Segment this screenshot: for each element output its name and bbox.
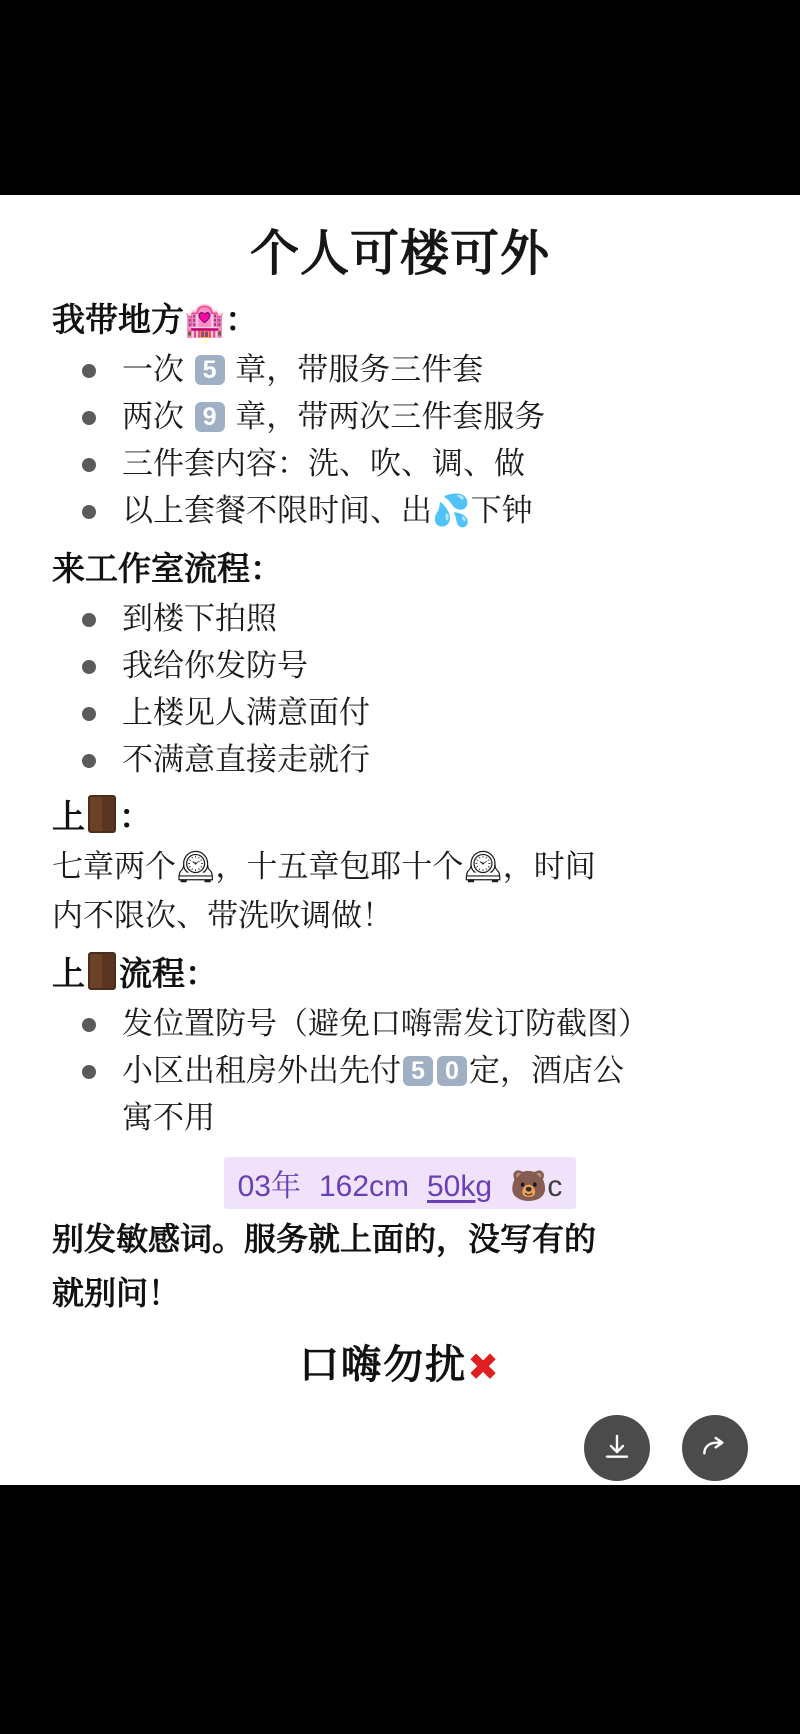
stat-year: 03年: [237, 1170, 301, 1204]
download-icon: [601, 1432, 633, 1464]
list-item: [40, 1047, 760, 1141]
list-item: [40, 1000, 760, 1047]
bullet-text-wrap: 寓不用: [122, 1099, 215, 1135]
section-heading-4: [52, 950, 760, 998]
stats-row: [40, 1157, 760, 1209]
para-1-b: ，十五章包耶十个: [215, 849, 464, 885]
stat-tail: c: [547, 1170, 563, 1204]
stat-weight: 50kg: [427, 1170, 493, 1204]
mantelpiece-clock-icon: 🕰: [463, 849, 503, 886]
list-item: [40, 595, 760, 642]
bullet-4-post: 下钟: [470, 492, 533, 528]
stat-height: 162cm: [318, 1170, 409, 1204]
mantelpiece-clock-icon: 🕰: [176, 849, 216, 886]
bullet-text: 不满意直接走就行: [122, 742, 370, 778]
bear-icon: 🐻: [510, 1169, 548, 1205]
bullet-text-tail: 定，酒店公: [469, 1052, 624, 1088]
door-icon: [88, 795, 116, 833]
section-heading-3-text: 上: [52, 798, 85, 836]
section-heading-2: [52, 545, 760, 593]
section-heading-2-text: 来工作室流程: [52, 550, 250, 588]
share-icon: [699, 1432, 731, 1464]
warning-line-2: 就别问！: [52, 1275, 181, 1312]
section-heading-4-text: 上: [52, 954, 85, 992]
bullet-list-2: [40, 595, 760, 783]
love-hotel-icon: 🏩: [184, 299, 226, 339]
section-heading-3: [52, 793, 760, 841]
bullet-text: 小区出租房外出先付: [122, 1052, 401, 1088]
section-heading-1-text: 我带地方: [52, 300, 184, 338]
list-item: [40, 346, 760, 393]
list-item: [40, 642, 760, 689]
image-card: [0, 195, 800, 1485]
page-title: 个人可楼可外: [249, 227, 550, 281]
final-notice-text: 口嗨勿扰: [299, 1343, 468, 1388]
keycap-digit: 0: [437, 1056, 467, 1086]
section-heading-4-suffix: 流程：: [119, 954, 218, 992]
bullet-2-pre: 两次: [122, 398, 193, 434]
bullet-text: 到楼下拍照: [122, 600, 277, 636]
bullet-1-post: 章，带服务三件套: [226, 351, 484, 387]
keycap-digit: 5: [403, 1056, 433, 1086]
para-1-c: ，时间: [502, 849, 596, 885]
bullet-1-pre: 一次: [122, 351, 193, 387]
sweat-droplets-icon: 💦: [432, 492, 471, 529]
keycap-digit: 5: [195, 355, 225, 385]
bullet-2-post: 章，带两次三件套服务: [226, 398, 546, 434]
bullet-3-pre: 三件套内容：洗、吹、调、做: [122, 445, 525, 481]
bullet-text: 上楼见人满意面付: [122, 695, 370, 731]
cross-mark-icon: ✖: [467, 1345, 501, 1390]
section-heading-2-suffix: ：: [250, 550, 283, 588]
keycap-digit: 9: [195, 402, 225, 432]
bullet-text: 发位置防号（避免口嗨需发订防截图）: [122, 1005, 649, 1041]
list-item: [40, 440, 760, 487]
list-item: [40, 689, 760, 736]
door-icon: [88, 952, 116, 990]
section-heading-3-suffix: ：: [119, 798, 152, 836]
list-item: [40, 393, 760, 440]
section-heading-1: [52, 296, 760, 344]
list-item: [40, 736, 760, 783]
bullet-list-1: [40, 346, 760, 535]
stats-highlight: [224, 1157, 577, 1209]
paragraph-1: [52, 843, 760, 891]
top-black-band: [0, 0, 800, 195]
bottom-action-bar: [0, 1485, 800, 1734]
bullet-text: 我给你发防号: [122, 648, 308, 684]
list-item: [40, 487, 760, 535]
bullet-list-3: [40, 1000, 760, 1141]
share-button[interactable]: [682, 1415, 748, 1481]
section-heading-1-suffix: ：: [225, 300, 259, 338]
paragraph-2: 内不限次、带洗吹调做！: [52, 897, 393, 933]
bullet-4-pre: 以上套餐不限时间、出: [122, 492, 432, 528]
final-notice: [40, 1333, 760, 1390]
para-1-a: 七章两个: [52, 849, 176, 885]
download-button[interactable]: [584, 1415, 650, 1481]
warning-line-1: 别发敏感词。服务就上面的，没写有的: [52, 1221, 597, 1258]
